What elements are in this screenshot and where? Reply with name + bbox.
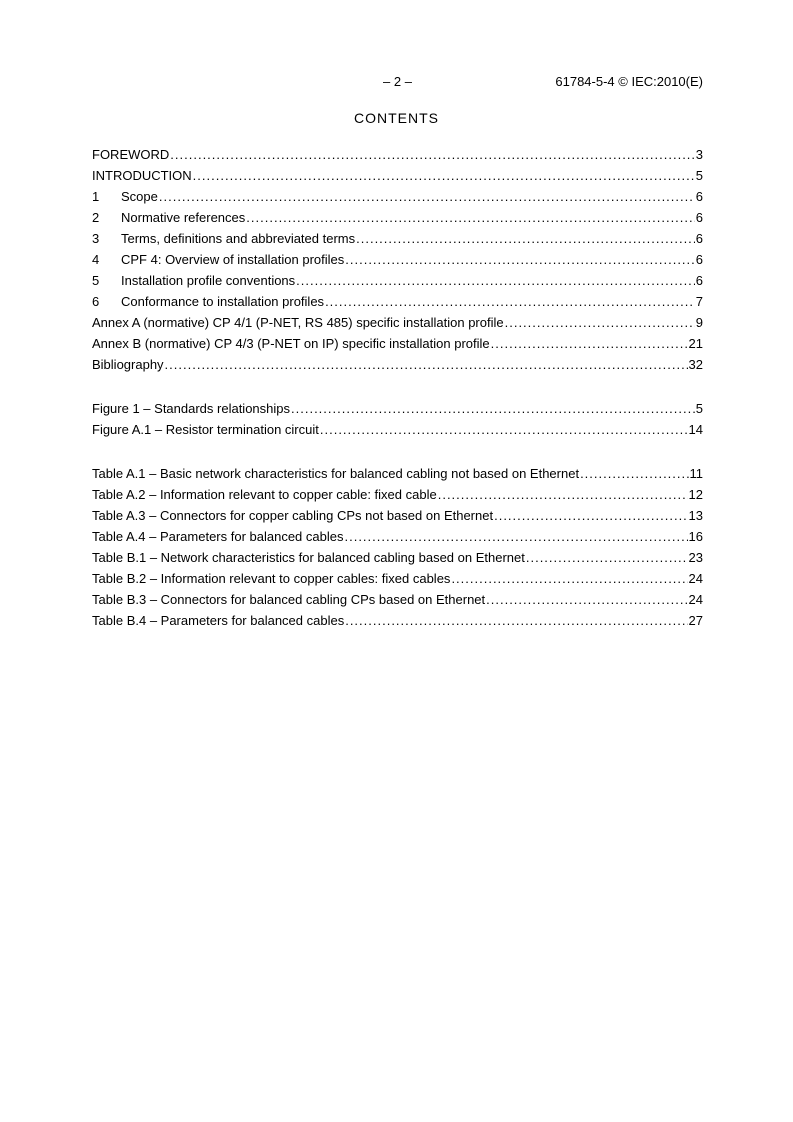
dot-leader [170,144,694,165]
toc-entry-table-a3 [92,505,703,526]
toc-entry-label: CPF 4: Overview of installation profiles [121,252,345,267]
toc-entry-page: 16 [688,529,703,544]
dot-leader [491,333,688,354]
toc-entry-page: 9 [695,315,703,330]
dot-leader [296,270,695,291]
dot-leader [494,505,687,526]
toc-entry-table-b3 [92,589,703,610]
toc-entry-page: 6 [695,273,703,288]
toc-entry-page: 13 [688,508,703,523]
dot-leader [451,568,687,589]
toc-entry-label: Figure 1 – Standards relationships [92,401,291,416]
dot-leader [345,249,695,270]
toc-entry-section-5 [92,270,703,291]
toc-entry-number: 1 [92,189,100,204]
toc-entry-table-b4 [92,610,703,631]
toc-entry-section-3 [92,228,703,249]
toc-entry-label: Annex A (normative) CP 4/1 (P-NET, RS 485) specific installation profile [92,315,504,330]
toc-entry-section-4 [92,249,703,270]
toc-entry-table-a4 [92,526,703,547]
dot-leader [193,165,695,186]
toc-entry-label: Table B.4 – Parameters for balanced cables [92,613,345,628]
dot-leader [580,463,688,484]
toc-entry-label: Bibliography [92,357,164,372]
toc-entry-label: Table A.4 – Parameters for balanced cables [92,529,344,544]
dot-leader [526,547,688,568]
toc-entry-label: Figure A.1 – Resistor termination circuit [92,422,319,437]
page-number: – 2 – [383,74,412,89]
toc-entry-annex-a [92,312,703,333]
toc-entry-page: 12 [688,487,703,502]
toc-entry-number: 4 [92,252,100,267]
toc-entry-page: 14 [688,422,703,437]
toc-entry-label: Terms, definitions and abbreviated terms [121,231,356,246]
dot-leader [246,207,694,228]
toc-entry-bibliography [92,354,703,375]
toc-entry-annex-b [92,333,703,354]
toc-entry-page: 27 [688,613,703,628]
toc-entry-number: 6 [92,294,100,309]
toc-entry-label: INTRODUCTION [92,168,192,183]
toc-entry-label: Table A.1 – Basic network characteristics for balanced cabling not based on Ethernet [92,466,580,481]
dot-leader [356,228,695,249]
toc-entry-table-a2 [92,484,703,505]
toc-entry-label: Normative references [121,210,246,225]
toc-entry-table-a1 [92,463,703,484]
toc-entry-figure-1 [92,398,703,419]
toc-entry-label: Installation profile conventions [121,273,296,288]
toc-entry-page: 6 [695,231,703,246]
section-gap [92,375,703,398]
toc-entry-number: 5 [92,273,100,288]
document-reference: 61784-5-4 © IEC:2010(E) [555,74,703,89]
dot-leader [159,186,695,207]
toc-entry-page: 24 [688,571,703,586]
toc-entry-page: 3 [695,147,703,162]
dot-leader [345,610,687,631]
section-gap [92,440,703,463]
dot-leader [325,291,695,312]
toc-entry-section-1 [92,186,703,207]
toc-entry-label: Conformance to installation profiles [121,294,325,309]
toc-entry-number: 3 [92,231,100,246]
dot-leader [505,312,695,333]
toc-entry-label: Scope [121,189,158,204]
toc-entry-number: 2 [92,210,100,225]
toc-entry-label: Table A.3 – Connectors for copper cabling CPs not based on Ethernet [92,508,494,523]
toc-entry-page: 6 [695,189,703,204]
toc-entry-label: Table B.1 – Network characteristics for balanced cabling based on Ethernet [92,550,525,565]
toc-entry-introduction [92,165,703,186]
toc-entry-page: 6 [695,252,703,267]
toc-entry-label: Table B.3 – Connectors for balanced cabling CPs based on Ethernet [92,592,486,607]
toc-entry-page: 11 [689,466,703,481]
toc-entry-page: 21 [688,336,703,351]
dot-leader [344,526,687,547]
toc-entry-foreword [92,144,703,165]
toc-entry-section-2 [92,207,703,228]
toc-entry-page: 6 [695,210,703,225]
toc-entry-page: 23 [688,550,703,565]
dot-leader [291,398,695,419]
dot-leader [438,484,688,505]
toc-entry-section-6 [92,291,703,312]
toc-entry-label: FOREWORD [92,147,170,162]
toc-entry-label: Table B.2 – Information relevant to copper cables: fixed cables [92,571,451,586]
toc-entry-page: 5 [695,168,703,183]
toc-entry-figure-a1 [92,419,703,440]
table-of-contents [92,144,703,631]
toc-entry-page: 5 [695,401,703,416]
toc-entry-label: Table A.2 – Information relevant to copper cable: fixed cable [92,487,437,502]
dot-leader [165,354,688,375]
toc-entry-page: 24 [688,592,703,607]
toc-entry-page: 7 [695,294,703,309]
dot-leader [486,589,687,610]
toc-entry-table-b1 [92,547,703,568]
toc-entry-label: Annex B (normative) CP 4/3 (P-NET on IP) specific installation profile [92,336,490,351]
contents-heading: CONTENTS [354,110,439,126]
dot-leader [320,419,688,440]
running-header [92,74,703,90]
toc-entry-table-b2 [92,568,703,589]
toc-entry-page: 32 [688,357,703,372]
